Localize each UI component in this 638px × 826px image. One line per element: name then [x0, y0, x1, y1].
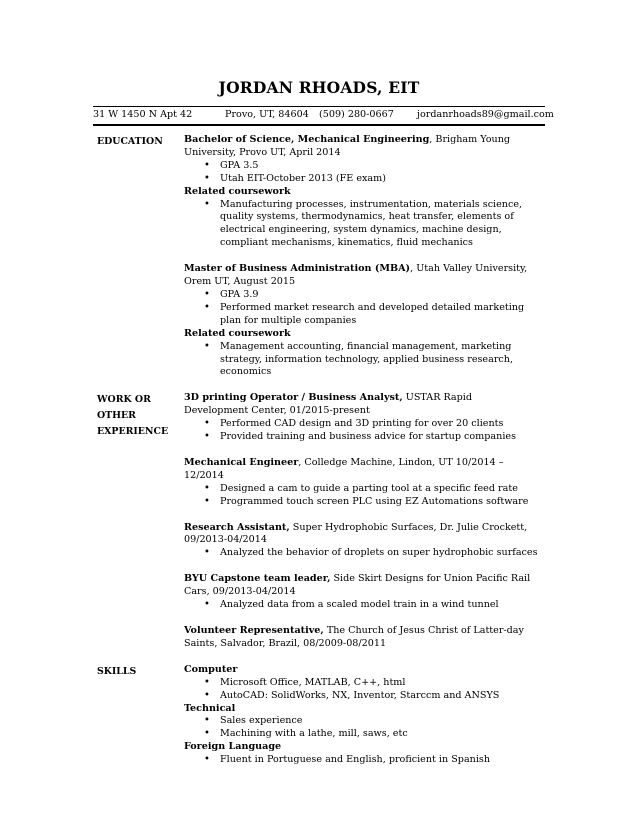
job-details: , Colledge Machine, Lindon, UT 10/2014 – 12/2014 — [184, 456, 504, 481]
job-title: BYU Capstone team leader, — [184, 573, 331, 585]
coursework-heading: Related coursework — [184, 327, 291, 339]
entry-title — [184, 573, 538, 599]
list-item: • AutoCAD: SolidWorks, NX, Inventor, Starccm and ANSYS — [184, 690, 538, 703]
list-item: • Utah EIT-October 2013 (FE exam) — [184, 173, 538, 186]
experience-entry — [184, 522, 538, 561]
list-item: • Manufacturing processes, instrumentation, materials science, quality systems, thermodynamics, heat transfer, elements of electrical engineering, system dynamics, machine design, compliant mechanisms, kinematics, fluid mechanics — [184, 199, 538, 251]
entry-title — [184, 392, 538, 418]
experience-label-line: OTHER — [97, 409, 136, 421]
experience-label-line: WORK OR — [97, 394, 151, 406]
bullet-list — [184, 160, 538, 186]
list-item: • Fluent in Portuguese and English, proficient in Spanish — [184, 754, 538, 767]
contact-address: 31 W 1450 N Apt 42 — [93, 109, 193, 120]
skill-group-heading: Foreign Language — [184, 741, 282, 753]
bullet-list — [184, 715, 538, 741]
list-item: • Analyzed data from a scaled model train in a wind tunnel — [184, 599, 538, 612]
degree-name: Bachelor of Science, Mechanical Engineering — [184, 134, 430, 145]
list-item: • Machining with a lathe, mill, saws, etc — [184, 728, 538, 741]
skills-section — [0, 664, 638, 767]
experience-label — [97, 392, 168, 439]
list-item: • Provided training and business advice for startup companies — [184, 431, 538, 444]
list-item: • Performed market research and developed detailed marketing plan for multiple companies — [184, 302, 538, 328]
degree-name: Master of Business Administration (MBA) — [184, 263, 411, 275]
list-item: • GPA 3.5 — [184, 160, 538, 173]
entry-title — [184, 457, 538, 483]
experience-entry — [184, 457, 538, 509]
education-section — [0, 134, 638, 379]
education-label: EDUCATION — [97, 136, 163, 147]
list-item: • Designed a cam to guide a parting tool at a specific feed rate — [184, 483, 538, 496]
list-item: • Programmed touch screen PLC using EZ Automations software — [184, 496, 538, 509]
job-details: USTAR Rapid Development Center, 01/2015-present — [184, 392, 472, 417]
contact-bar — [93, 106, 554, 126]
skill-group-heading: Technical — [184, 702, 236, 714]
job-title: 3D printing Operator / Business Analyst, — [184, 392, 403, 404]
bullet-list — [184, 754, 538, 767]
bullet-list — [184, 199, 538, 251]
job-title: Volunteer Representative, — [184, 625, 324, 636]
list-item: • Sales experience — [184, 715, 538, 728]
job-details: The Church of Jesus Christ of Latter-day Saints, Salvador, Brazil, 08/2009-08/2011 — [184, 625, 524, 649]
degree-details: , Brigham Young University, Provo UT, April 2014 — [184, 134, 511, 158]
entry-title — [184, 522, 538, 548]
coursework-heading: Related coursework — [184, 185, 291, 197]
contact-city: Provo, UT, 84604 — [225, 109, 309, 120]
candidate-name: JORDAN RHOADS, EIT — [218, 78, 420, 97]
entry-title — [184, 263, 538, 289]
experience-section — [0, 392, 638, 651]
entry-title — [184, 134, 538, 160]
contact-email[interactable]: jordanrhoads89@gmail.com — [417, 109, 554, 120]
job-title: Mechanical Engineer — [184, 456, 299, 468]
experience-label-line: EXPERIENCE — [97, 425, 169, 437]
experience-entry — [184, 392, 538, 444]
job-title: Research Assistant, — [184, 521, 290, 533]
bullet-list — [184, 483, 538, 509]
list-item: • Management accounting, financial management, marketing strategy, information technology, applied business research, economics — [184, 341, 538, 380]
job-details: Side Skirt Designs for Union Pacific Rail Cars, 09/2013-04/2014 — [184, 573, 531, 598]
bullet-list — [184, 341, 538, 380]
education-entry — [184, 263, 538, 379]
skills-label: SKILLS — [97, 665, 137, 677]
bullet-list — [184, 418, 538, 444]
bullet-list — [184, 677, 538, 703]
bullet-list — [184, 547, 538, 560]
experience-entry — [184, 625, 538, 651]
experience-entry — [184, 573, 538, 612]
degree-details: , Utah Valley University, Orem UT, August 2015 — [184, 263, 528, 288]
education-entry — [184, 134, 538, 250]
skill-group-heading: Computer — [184, 663, 238, 675]
list-item: • Microsoft Office, MATLAB, C++, html — [184, 677, 538, 690]
entry-title — [184, 625, 538, 651]
bullet-list — [184, 289, 538, 328]
resume-content — [0, 134, 638, 767]
contact-phone: (509) 280-0667 — [319, 109, 394, 120]
list-item: • Analyzed the behavior of droplets on super hydrophobic surfaces — [184, 547, 538, 560]
list-item: • Performed CAD design and 3D printing for over 20 clients — [184, 418, 538, 431]
bullet-list — [184, 599, 538, 612]
job-details: Super Hydrophobic Surfaces, Dr. Julie Crockett, 09/2013-04/2014 — [184, 521, 528, 546]
list-item: • GPA 3.9 — [184, 289, 538, 302]
